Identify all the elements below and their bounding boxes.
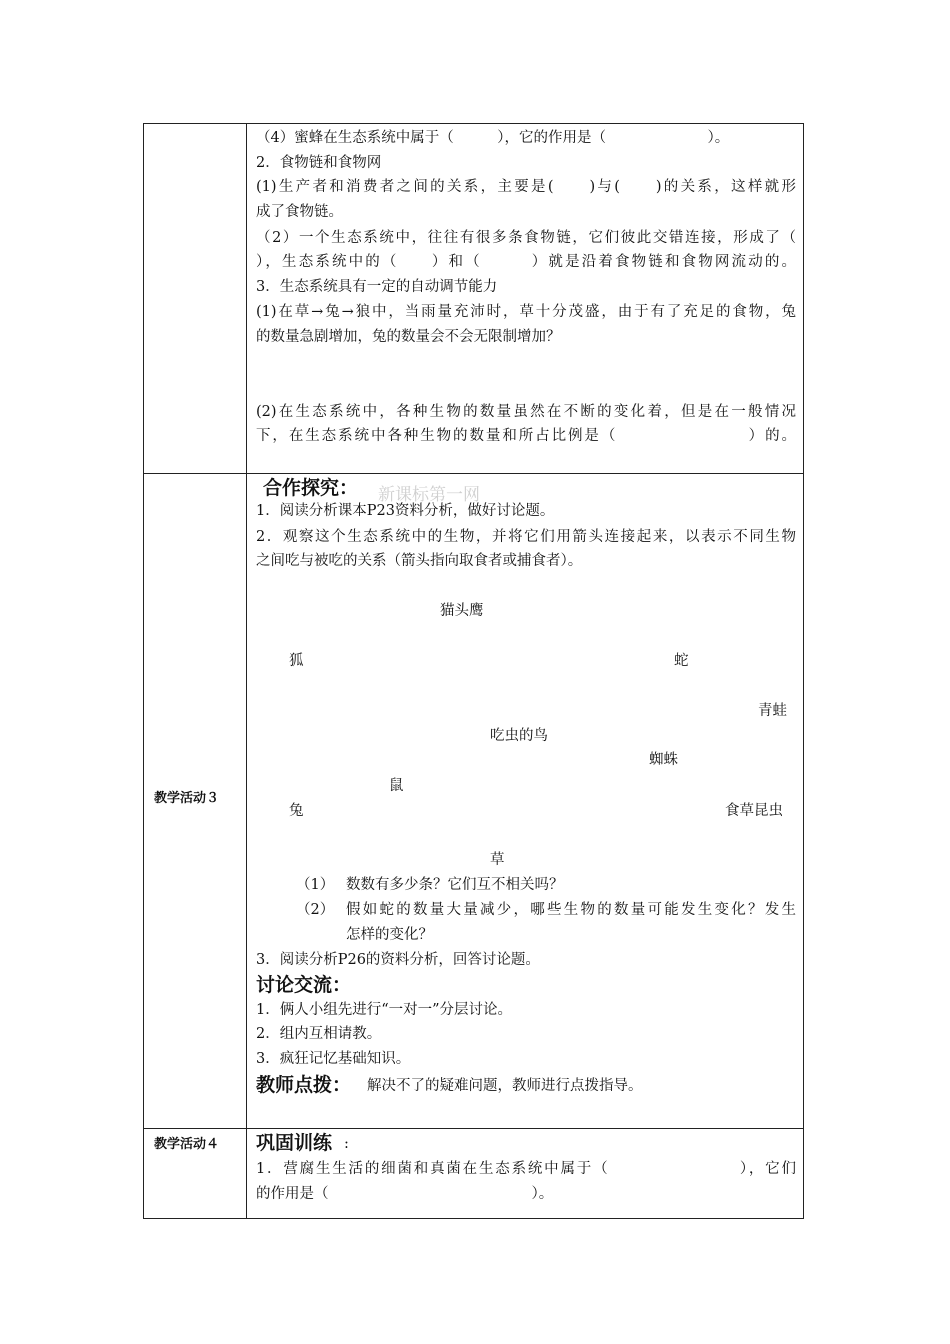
question-text: 怎样的变化？	[346, 927, 433, 943]
text-line: 下，在生态系统中各种生物的数量和所占比例是（ ）的。	[256, 428, 796, 444]
question-text: 数数有多少条？它们互不相关吗？	[346, 877, 564, 893]
organism-grass: 草	[490, 852, 505, 868]
section-heading: 教师点拨：	[256, 1074, 352, 1096]
text-line: 1．阅读分析课本P23资料分析，做好讨论题。	[256, 503, 555, 519]
text-line: 3．生态系统具有一定的自动调节能力	[256, 279, 498, 295]
activity-label: 教学活动４	[154, 1137, 220, 1152]
text-line: 2．观察这个生态系统中的生物，并将它们用箭头连接起来，以表示不同生物	[256, 529, 796, 545]
text-line: 2．组内互相请教。	[256, 1026, 382, 1042]
section-heading: 合作探究：	[263, 477, 359, 499]
text-line: 成了食物链。	[256, 204, 343, 220]
text-line: ），生态系统中的（ ）和（ ）就是沿着食物链和食物网流动的。	[256, 254, 796, 270]
text-line: 2．食物链和食物网	[256, 155, 382, 171]
text-line: 的数量急剧增加，兔的数量会不会无限制增加？	[256, 329, 561, 345]
text-line: (2)在生态系统中，各种生物的数量虽然在不断的变化着，但是在一般情况	[256, 404, 796, 420]
question-number: （2）	[296, 902, 335, 918]
text-line: 1．营腐生生活的细菌和真菌在生态系统中属于（ ），它们	[256, 1161, 796, 1177]
organism-spider: 蜘蛛	[649, 752, 678, 768]
row-divider	[144, 1128, 803, 1129]
text-line: （4）蜜蜂在生态系统中属于（ ），它的作用是（ ）。	[256, 130, 730, 146]
text-line: 1．俩人小组先进行“一对一”分层讨论。	[256, 1002, 513, 1018]
question-number: （1）	[296, 877, 335, 893]
section-heading: 讨论交流：	[256, 974, 352, 996]
section-heading: 巩固训练	[256, 1132, 333, 1154]
column-divider	[246, 124, 247, 1218]
text-line: 3．疯狂记忆基础知识。	[256, 1051, 411, 1067]
text-line: （2）一个生态系统中，往往有很多条食物链，它们彼此交错连接，形成了（	[256, 230, 796, 246]
organism-mouse: 鼠	[389, 778, 404, 794]
text-line: (1)生产者和消费者之间的关系，主要是( )与( )的关系，这样就形	[256, 179, 796, 195]
activity-label: 教学活动３	[154, 791, 220, 806]
row-divider	[144, 473, 803, 474]
text-line: 的作用是（ ）。	[256, 1186, 554, 1202]
text-line: 3．阅读分析P26的资料分析，回答讨论题。	[256, 952, 540, 968]
text-line: 之间吃与被吃的关系（箭头指向取食者或捕食者）。	[256, 553, 583, 569]
organism-snake: 蛇	[674, 653, 689, 669]
organism-rabbit: 兔	[289, 803, 304, 819]
watermark: 新课标第一网	[378, 485, 480, 505]
text-line: 解决不了的疑难问题，教师进行点拨指导。	[367, 1078, 643, 1094]
organism-frog: 青蛙	[758, 703, 787, 719]
heading-colon: :	[344, 1136, 349, 1152]
organism-herb-insect: 食草昆虫	[725, 803, 783, 819]
organism-owl: 猫头鹰	[440, 603, 484, 619]
text-line: (1)在草→兔→狼中，当雨量充沛时，草十分茂盛，由于有了充足的食物，兔	[256, 304, 796, 320]
question-text: 假如蛇的数量大量减少，哪些生物的数量可能发生变化？发生	[346, 902, 796, 918]
organism-insect-bird: 吃虫的鸟	[490, 728, 548, 744]
organism-fox: 狐	[289, 653, 304, 669]
